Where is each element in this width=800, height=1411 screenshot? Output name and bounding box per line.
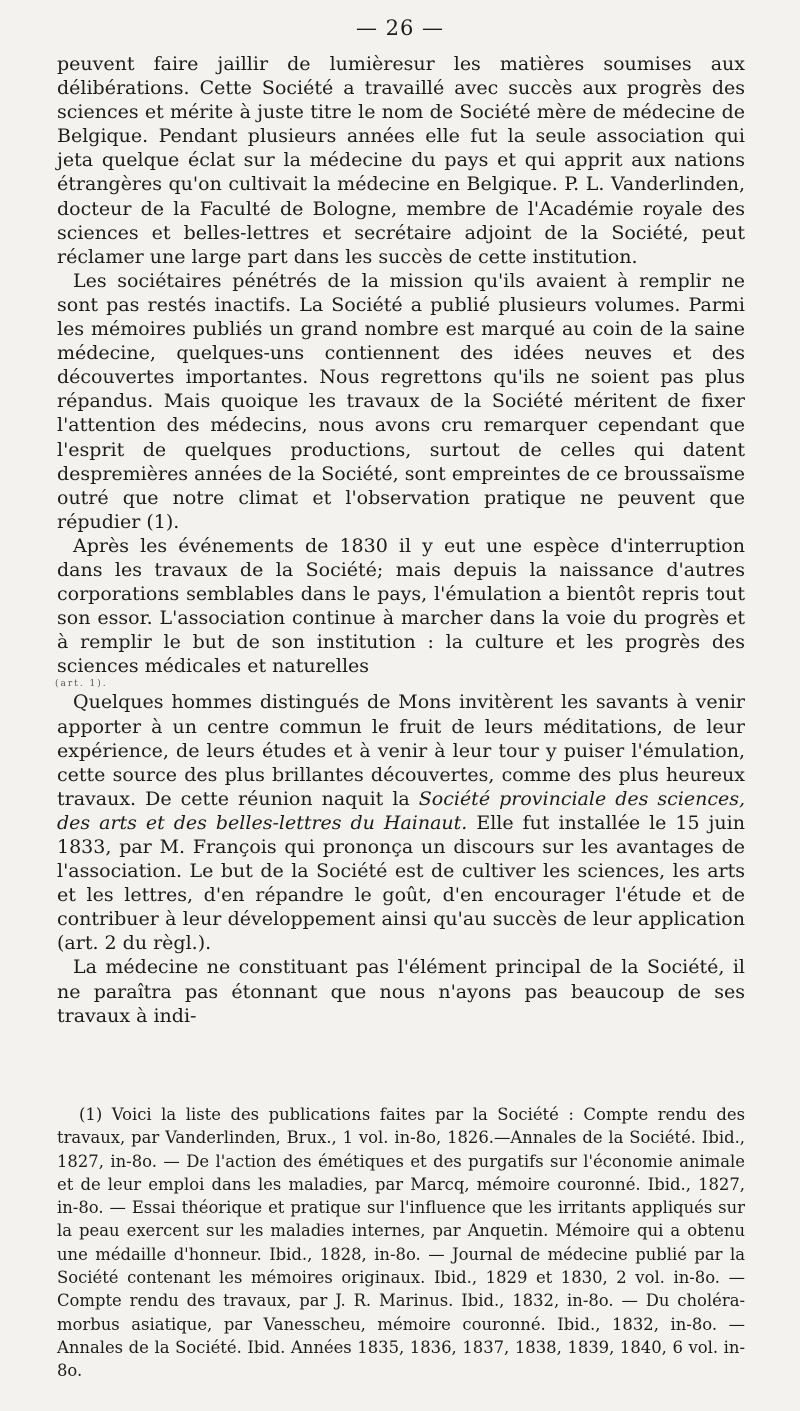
society-name-italic: Société provinciale des sciences, des arts et des belles-lettres du Hainaut.: [57, 787, 746, 834]
page-number: — 26 —: [355, 16, 445, 40]
footnote-1: (1) Voici la liste des publications faites par la Société : Compte rendu des travaux, par Vanderlinden, Brux., 1 vol. in-8o, 1826.—Annales de la Société. Ibid., 1827, in-8o. — De l'action des émétiques et des purgatifs sur l'économie animale et de leur emploi dans les maladies, par Marcq, mémoire couronné. Ibid., 1827, in-8o. — Essai théorique et pratique sur l'influence que les irritants appliqués sur la peau exercent sur les maladies internes, par Anquetin. Mémoire qui a obtenu une médaille d'honneur. Ibid., 1828, in-8o. — Journal de médecine publié par la Société contenant les mémoires originaux. Ibid., 1829 et 1830, 2 vol. in-8o. — Compte rendu des travaux, par J. R. Marinus. Ibid., 1832, in-8o. — Du choléra-morbus asiatique, par Vanesscheu, mémoire couronné. Ibid., 1832, in-8o. — Annales de la Société. Ibid. Années 1835, 1836, 1837, 1838, 1839, 1840, 6 vol. in-8o.: [57, 1105, 745, 1381]
paragraph-mons-end: Elle fut installée le 15 juin 1833, par M. François qui prononça un discours sur les avantages de l'association. Le but de la Société est de cultiver les sciences, les arts et les lettres, d'en répandre le goût, d'en encourager l'étude et de contribuer à leur développement ainsi qu'au succès de leur application (art. 2 du règl.).: [57, 811, 745, 955]
paragraph-mons: [57, 690, 745, 955]
main-text: [57, 52, 745, 1028]
paragraph-continued: peuvent faire jaillir de lumièresur les matières soumises aux délibérations. Cette Société a travaillé avec succès aux progrès des sciences et mérite à juste titre le nom de Société mère de médecine de Belgique. Pendant plusieurs années elle fut la seule association qui jeta quelque éclat sur la médecine du pays et qui apprit aux nations étrangères qu'on cultivait la médecine en Belgique. P. L. Vanderlinden, docteur de la Faculté de Bologne, membre de l'Académie royale des sciences et belles-lettres et secrétaire adjoint de la Société, peut réclamer une large part dans les succès de cette institution.: [57, 53, 745, 268]
paragraph-societaires: Les sociétaires pénétrés de la mission qu'ils avaient à remplir ne sont pas restés inactifs. La Société a publié plusieurs volumes. Parmi les mémoires publiés un grand nombre est marqué au coin de la saine médecine, quelques-uns contiennent des idées neuves et des découvertes importantes. Nous regrettons qu'ils ne soient pas plus répandus. Mais quoique les travaux de la Société méritent de fixer l'attention des médecins, nous avons cru remarquer cependant que l'esprit de quelques productions, surtout de celles qui datent despremières années de la Société, sont empreintes de ce broussaïsme outré que notre climat et l'observation pratique ne peuvent que répudier (1).: [57, 269, 745, 533]
paragraph-mons-start: Quelques hommes distingués de Mons invitèrent les savants à venir apporter à un centre commun le fruit de leurs méditations, de leur expérience, de leurs études et à venir à leur tour y puiser l'émulation, cette source des plus brillantes découvertes, comme des plus heureux travaux. De cette réunion naquit la: [57, 691, 745, 810]
paragraph-evenements-1830: [57, 534, 745, 691]
paragraph-evenements-text: Après les événements de 1830 il y eut une espèce d'interruption dans les travaux de la Société; mais depuis la naissance d'autres corporations semblables dans le pays, l'émulation a bientôt repris tout son essor. L'association continue à marcher dans la voie du progrès et à remplir le but de son institution : la culture et les progrès des sciences médicales et naturelles: [57, 534, 745, 678]
paragraph-medecine: La médecine ne constituant pas l'élément principal de la Société, il ne paraîtra pas étonnant que nous n'ayons pas beaucoup de ses travaux à indi-: [57, 956, 745, 1027]
faded-reference-art-1: (art. 1).: [55, 679, 108, 690]
footnotes: [57, 1103, 745, 1383]
